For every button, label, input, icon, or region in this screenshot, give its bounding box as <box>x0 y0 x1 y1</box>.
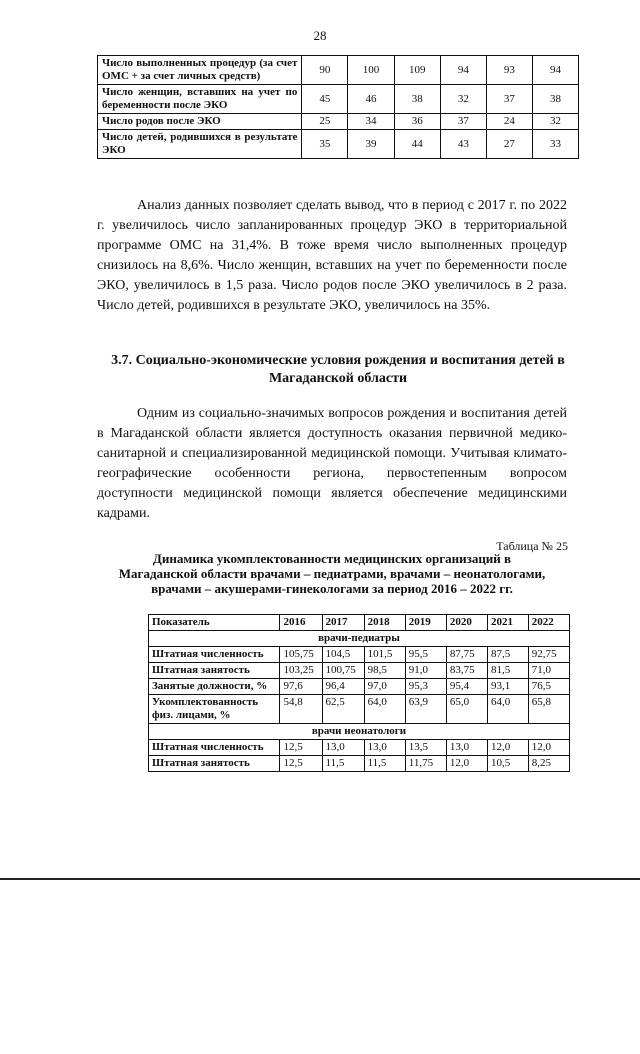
row-label: Число детей, родившихся в результате ЭКО <box>98 130 302 159</box>
cell-value: 81,5 <box>488 663 529 679</box>
cell-value: 45 <box>302 85 348 114</box>
cell-value: 35 <box>302 130 348 159</box>
cell-value: 33 <box>532 130 578 159</box>
row-label: Штатная численность <box>149 647 280 663</box>
cell-value: 71,0 <box>528 663 569 679</box>
staffing-table <box>148 614 570 772</box>
cell-value: 100 <box>348 56 394 85</box>
cell-value: 12,0 <box>488 740 529 756</box>
group-row <box>149 631 570 647</box>
cell-value: 92,75 <box>528 647 569 663</box>
cell-value: 27 <box>486 130 532 159</box>
cell-value: 32 <box>532 114 578 130</box>
cell-value: 95,5 <box>405 647 446 663</box>
cell-value: 101,5 <box>364 647 405 663</box>
cell-value: 65,8 <box>528 695 569 724</box>
cell-value: 25 <box>302 114 348 130</box>
intro-paragraph: Одним из социально-значимых вопросов рождения и воспитания детей в Магаданской области является доступность оказания первичной медико-санитарной и специализированной медицинской помощи. Учитывая климато-географические особенности региона, первостепенным вопросом доступности медицинской помощи является обеспечение медицинскими кадрами. <box>97 406 567 521</box>
table-row <box>98 85 579 114</box>
bottom-rule <box>0 878 640 880</box>
cell-value: 93,1 <box>488 679 529 695</box>
row-label: Число выполненных процедур (за счет ОМС + за счет личных средств) <box>98 56 302 85</box>
cell-value: 62,5 <box>322 695 364 724</box>
ivf-stats-table <box>97 55 579 159</box>
cell-value: 13,0 <box>322 740 364 756</box>
cell-value: 93 <box>486 56 532 85</box>
cell-value: 94 <box>532 56 578 85</box>
table-row <box>149 740 570 756</box>
cell-value: 83,75 <box>446 663 487 679</box>
row-label: Число родов после ЭКО <box>98 114 302 130</box>
cell-value: 13,0 <box>364 740 405 756</box>
column-header: 2022 <box>528 615 569 631</box>
cell-value: 65,0 <box>446 695 487 724</box>
cell-value: 95,3 <box>405 679 446 695</box>
cell-value: 38 <box>532 85 578 114</box>
column-header: 2019 <box>405 615 446 631</box>
cell-value: 39 <box>348 130 394 159</box>
cell-value: 43 <box>440 130 486 159</box>
page-number: 28 <box>313 28 327 43</box>
cell-value: 11,75 <box>405 756 446 772</box>
cell-value: 13,0 <box>446 740 487 756</box>
table-title: Динамика укомплектованности медицинских организаций в Магаданской области врачами – педиатрами, врачами – неонатологами, врачами – акушерами-гинекологами за период 2016 – 2022 гг. <box>118 551 546 596</box>
table-row <box>98 114 579 130</box>
cell-value: 24 <box>486 114 532 130</box>
cell-value: 12,5 <box>280 740 322 756</box>
cell-value: 12,0 <box>446 756 487 772</box>
row-label: Укомплектованность физ. лицами, % <box>149 695 280 724</box>
analysis-paragraph: Анализ данных позволяет сделать вывод, что в период с 2017 г. по 2022 г. увеличилось число запланированных процедур ЭКО в территориальной программе ОМС на 31,4%. В тоже время число выполненных процедур снизилось на 8,6%. Число женщин, вставших на учет по беременности после ЭКО, увеличилось в 1,5 раза. Число родов после ЭКО увеличилось в 2 раза. Число детей, родившихся в результате ЭКО, увеличилось на 35%. <box>97 198 567 313</box>
column-header: 2017 <box>322 615 364 631</box>
cell-value: 36 <box>394 114 440 130</box>
cell-value: 46 <box>348 85 394 114</box>
table-row <box>149 695 570 724</box>
cell-value: 38 <box>394 85 440 114</box>
table-number: Таблица № 25 <box>496 539 568 553</box>
column-header: Показатель <box>149 615 280 631</box>
cell-value: 105,75 <box>280 647 322 663</box>
cell-value: 95,4 <box>446 679 487 695</box>
column-header: 2020 <box>446 615 487 631</box>
cell-value: 37 <box>486 85 532 114</box>
row-label: Занятые должности, % <box>149 679 280 695</box>
cell-value: 11,5 <box>322 756 364 772</box>
cell-value: 103,25 <box>280 663 322 679</box>
cell-value: 32 <box>440 85 486 114</box>
table-row <box>98 130 579 159</box>
cell-value: 97,0 <box>364 679 405 695</box>
cell-value: 109 <box>394 56 440 85</box>
cell-value: 96,4 <box>322 679 364 695</box>
cell-value: 64,0 <box>364 695 405 724</box>
column-header: 2018 <box>364 615 405 631</box>
cell-value: 100,75 <box>322 663 364 679</box>
cell-value: 12,5 <box>280 756 322 772</box>
row-label: Штатная численность <box>149 740 280 756</box>
cell-value: 54,8 <box>280 695 322 724</box>
cell-value: 13,5 <box>405 740 446 756</box>
table-row <box>149 679 570 695</box>
cell-value: 63,9 <box>405 695 446 724</box>
cell-value: 87,5 <box>488 647 529 663</box>
row-label: Число женщин, вставших на учет по беременности после ЭКО <box>98 85 302 114</box>
cell-value: 76,5 <box>528 679 569 695</box>
cell-value: 104,5 <box>322 647 364 663</box>
table-row <box>98 56 579 85</box>
row-label: Штатная занятость <box>149 756 280 772</box>
cell-value: 44 <box>394 130 440 159</box>
group-heading: врачи неонатологи <box>149 724 570 740</box>
table-row <box>149 756 570 772</box>
cell-value: 91,0 <box>405 663 446 679</box>
cell-value: 94 <box>440 56 486 85</box>
table-row <box>149 647 570 663</box>
cell-value: 11,5 <box>364 756 405 772</box>
group-heading: врачи-педиатры <box>149 631 570 647</box>
cell-value: 37 <box>440 114 486 130</box>
row-label: Штатная занятость <box>149 663 280 679</box>
header-row <box>149 615 570 631</box>
cell-value: 12,0 <box>528 740 569 756</box>
cell-value: 97,6 <box>280 679 322 695</box>
group-row <box>149 724 570 740</box>
cell-value: 8,25 <box>528 756 569 772</box>
section-title: 3.7. Социально-экономические условия рождения и воспитания детей в Магаданской области <box>111 353 565 386</box>
cell-value: 98,5 <box>364 663 405 679</box>
column-header: 2016 <box>280 615 322 631</box>
cell-value: 87,75 <box>446 647 487 663</box>
cell-value: 64,0 <box>488 695 529 724</box>
cell-value: 90 <box>302 56 348 85</box>
cell-value: 10,5 <box>488 756 529 772</box>
cell-value: 34 <box>348 114 394 130</box>
column-header: 2021 <box>488 615 529 631</box>
table-row <box>149 663 570 679</box>
